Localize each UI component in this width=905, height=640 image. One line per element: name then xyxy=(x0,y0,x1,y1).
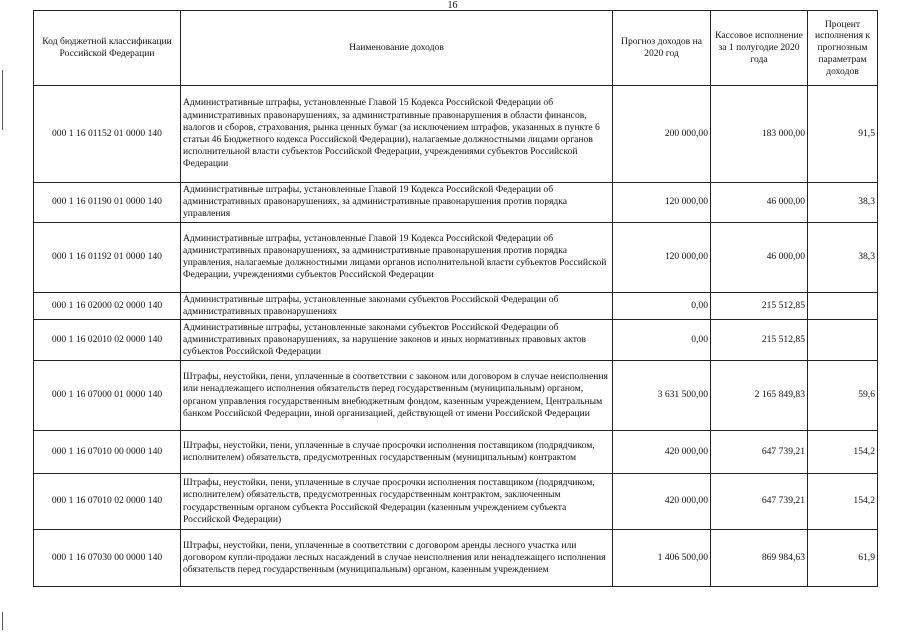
cash-cell: 647 739,21 xyxy=(711,474,808,530)
header-forecast: Прогноз доходов на 2020 год xyxy=(613,11,711,86)
cash-cell: 2 165 849,83 xyxy=(711,361,808,431)
table-row xyxy=(34,474,878,530)
percent-cell: 91,5 xyxy=(808,86,878,183)
forecast-cell: 1 406 500,00 xyxy=(613,530,711,587)
margin-mark xyxy=(2,612,3,630)
forecast-cell: 420 000,00 xyxy=(613,431,711,474)
code-cell: 000 1 16 07010 02 0000 140 xyxy=(34,474,181,530)
name-cell: Административные штрафы, установленные Главой 19 Кодекса Российской Федерации об административных правонарушениях, за административные правонарушения против порядка управления xyxy=(181,183,613,223)
table-row xyxy=(34,183,878,223)
percent-cell: 61,9 xyxy=(808,530,878,587)
header-name: Наименование доходов xyxy=(181,11,613,86)
page-number: 16 xyxy=(447,0,458,11)
table-row xyxy=(34,431,878,474)
forecast-cell: 0,00 xyxy=(613,292,711,319)
cash-cell: 46 000,00 xyxy=(711,222,808,292)
forecast-cell: 0,00 xyxy=(613,320,711,361)
margin-mark xyxy=(2,70,3,130)
percent-cell: 59,6 xyxy=(808,361,878,431)
code-cell: 000 1 16 02010 02 0000 140 xyxy=(34,320,181,361)
table-row xyxy=(34,222,878,292)
percent-cell xyxy=(808,320,878,361)
table-row xyxy=(34,292,878,319)
name-cell: Административные штрафы, установленные Главой 15 Кодекса Российской Федерации об административных правонарушениях, за административные правонарушения в области финансов, налогов и сборов, страхования, рынка ценных бумаг (за исключением штрафов, указанных в пункте 6 статьи 46 Бюджетного кодекса Российской Федерации), налагаемые должностными лицами органов исполнительной власти субъектов Российской Федерации, учреждениями субъектов Российской Федерации xyxy=(181,86,613,183)
name-cell: Штрафы, неустойки, пени, уплаченные в случае просрочки исполнения поставщиком (подрядчиком, исполнителем) обязательств, предусмотренных государственным (муниципальным) контрактом xyxy=(181,431,613,474)
revenue-table xyxy=(33,10,878,587)
percent-cell: 154,2 xyxy=(808,431,878,474)
cash-cell: 215 512,85 xyxy=(711,292,808,319)
name-cell: Штрафы, неустойки, пени, уплаченные в соответствии с договором аренды лесного участка или договором купли-продажи лесных насаждений в случае неисполнения или ненадлежащего исполнения обязательств перед государственным (муниципальным) органом, казенным учреждением xyxy=(181,530,613,587)
table-row xyxy=(34,86,878,183)
forecast-cell: 420 000,00 xyxy=(613,474,711,530)
forecast-cell: 200 000,00 xyxy=(613,86,711,183)
forecast-cell: 3 631 500,00 xyxy=(613,361,711,431)
code-cell: 000 1 16 07030 00 0000 140 xyxy=(34,530,181,587)
table-row xyxy=(34,361,878,431)
name-cell: Штрафы, неустойки, пени, уплаченные в соответствии с законом или договором в случае неисполнения или ненадлежащего исполнения обязательств перед государственным (муниципальным) органом, органом управления государственным внебюджетным фондом, казенным учреждением, Центральным банком Российской Федерации, иной организацией, действующей от имени Российской Федерации xyxy=(181,361,613,431)
code-cell: 000 1 16 01190 01 0000 140 xyxy=(34,183,181,223)
cash-cell: 647 739,21 xyxy=(711,431,808,474)
forecast-cell: 120 000,00 xyxy=(613,222,711,292)
forecast-cell: 120 000,00 xyxy=(613,183,711,223)
code-cell: 000 1 16 01152 01 0000 140 xyxy=(34,86,181,183)
header-cash: Кассовое исполнение за 1 полугодие 2020 года xyxy=(711,11,808,86)
table-row xyxy=(34,320,878,361)
name-cell: Административные штрафы, установленные законами субъектов Российской Федерации об административных правонарушениях, за нарушение законов и иных нормативных правовых актов субъектов Российской Федерации xyxy=(181,320,613,361)
header-percent: Процент исполнения к прогнозным параметрам доходов xyxy=(808,11,878,86)
name-cell: Административные штрафы, установленные Главой 19 Кодекса Российской Федерации об административных правонарушениях, за административные правонарушения против порядка управления, налагаемые должностными лицами органов исполнительной власти субъектов Российской Федерации, учреждениями субъектов Российской Федерации xyxy=(181,222,613,292)
header-code: Код бюджетной классификации Российской Федерации xyxy=(34,11,181,86)
cash-cell: 869 984,63 xyxy=(711,530,808,587)
name-cell: Штрафы, неустойки, пени, уплаченные в случае просрочки исполнения поставщиком (подрядчиком, исполнителем) обязательств, предусмотренных государственным контрактом, заключенным государственным органом субъекта Российской Федерации (казенным учреждением субъекта Российской Федерации) xyxy=(181,474,613,530)
table-row xyxy=(34,530,878,587)
code-cell: 000 1 16 01192 01 0000 140 xyxy=(34,222,181,292)
cash-cell: 183 000,00 xyxy=(711,86,808,183)
code-cell: 000 1 16 02000 02 0000 140 xyxy=(34,292,181,319)
cash-cell: 46 000,00 xyxy=(711,183,808,223)
percent-cell: 154,2 xyxy=(808,474,878,530)
percent-cell: 38,3 xyxy=(808,222,878,292)
code-cell: 000 1 16 07010 00 0000 140 xyxy=(34,431,181,474)
cash-cell: 215 512,85 xyxy=(711,320,808,361)
percent-cell: 38,3 xyxy=(808,183,878,223)
percent-cell xyxy=(808,292,878,319)
table-header-row xyxy=(34,11,878,86)
name-cell: Административные штрафы, установленные законами субъектов Российской Федерации об административных правонарушениях xyxy=(181,292,613,319)
code-cell: 000 1 16 07000 01 0000 140 xyxy=(34,361,181,431)
